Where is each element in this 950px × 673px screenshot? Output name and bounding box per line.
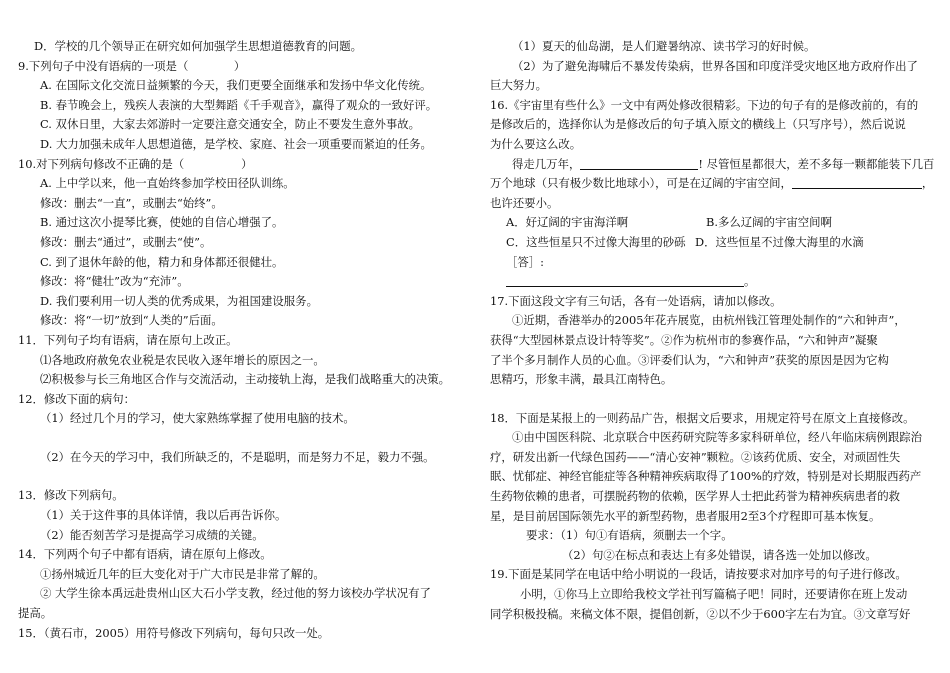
fill-blank-1[interactable] xyxy=(580,156,698,170)
q15-stem: 15．（黄石市，2005）用符号修改下列病句，每句只改一处。 xyxy=(18,625,330,640)
q10-option-c: C. 到了退休年龄的他，精力和身体都还很健壮。 xyxy=(40,254,284,269)
q11-stem: 11．下列句子均有语病，请在原句上改正。 xyxy=(18,332,238,347)
q9-option-b: B. 春节晚会上，残疾人表演的大型舞蹈《千手观音》，赢得了观众的一致好评。 xyxy=(40,97,438,112)
q17-line-2: 获得“大型园林景点设计特等奖”。②作为杭州市的参赛作品，“六和钟声”凝聚 xyxy=(490,332,878,347)
q16-passage-line-2 xyxy=(490,174,934,194)
q12-sentence-2: （2）在今天的学习中，我们所缺乏的，不是聪明，而是努力不足，毅力不强。 xyxy=(40,449,435,464)
q10-option-b-fix: 修改：删去“通过”，或删去“使”。 xyxy=(40,234,212,249)
answer-blank[interactable] xyxy=(506,273,744,287)
q13-sentence-1: （1）关于这件事的具体详情，我以后再告诉你。 xyxy=(40,508,287,523)
q17-line-3: 了半个多月制作人员的心血。③评委们认为，“六和钟声”获奖的原因是因为它构 xyxy=(490,352,889,367)
answer-space xyxy=(490,390,930,409)
q15-sentence-2-continued: 巨大努力。 xyxy=(490,78,547,93)
fill-blank-2[interactable] xyxy=(792,175,922,189)
q16-option-d: D．这些恒星不过像大海里的水滴 xyxy=(695,234,864,249)
q16-options-ab xyxy=(490,213,930,233)
q9-option-a: A. 在国际文化交流日益频繁的今天，我们更要全面继承和发扬中华文化传统。 xyxy=(40,78,432,93)
q10-option-d: D. 我们要利用一切人类的优秀成果，为祖国建设服务。 xyxy=(40,293,318,308)
q14-stem: 14．下列两个句子中都有语病，请在原句上修改。 xyxy=(18,547,272,562)
right-column xyxy=(490,37,935,624)
q10-option-a-fix: 修改：删去“一直”，或删去“始终”。 xyxy=(40,195,223,210)
answer-end-mark: 。 xyxy=(744,274,756,289)
q9-option-d: D. 大力加强未成年人思想道德，是学校、家庭、社会一项重要而紧迫的任务。 xyxy=(40,136,432,151)
q14-sentence-2-continued: 提高。 xyxy=(18,606,53,621)
q12-stem: 12．修改下面的病句： xyxy=(18,391,136,406)
q16-option-c: C．这些恒星只不过像大海里的砂砾 xyxy=(506,234,686,249)
q15-sentence-1: （1）夏天的仙岛湖，是人们避暑纳凉、读书学习的好时候。 xyxy=(512,39,816,53)
q16-passage-line-1 xyxy=(490,155,935,175)
q9-stem: 9.下列句子中没有语病的一项是（ ） xyxy=(18,58,246,73)
q18-line-2: 疗，研发出新一代绿色国药——“清心安神”颗粒。②该药优质、安全，对顽固性失 xyxy=(490,449,901,464)
q9-option-c: C. 双休日里，大家去郊游时一定要注意交通安全，防止不要发生意外事故。 xyxy=(40,117,421,132)
q18-line-4: 生药物依赖的患者，可摆脱药物的依赖，医学界人士把此药誉为精神疾病患者的救 xyxy=(490,489,901,504)
q13-stem: 13．修改下列病句。 xyxy=(18,488,124,503)
q17-stem: 17.下面这段文字有三句话，各有一处语病，请加以修改。 xyxy=(490,293,782,308)
q19-line-2: 同学积极投稿。来稿文体不限，提倡创新，②以不少于600字左右为宜。③文章写好 xyxy=(490,606,911,621)
answer-space xyxy=(18,429,473,448)
q16-stem-line-3: 为什么要这么改。 xyxy=(490,136,582,151)
q12-sentence-1: （1）经过几个月的学习，使大家熟练掌握了使用电脑的技术。 xyxy=(40,411,355,426)
q16-answer-line xyxy=(490,272,930,292)
q16-answer-label: ［答］: xyxy=(506,254,545,269)
q15-sentence-2: （2）为了避免海啸后不暴发传染病，世界各国和印度洋受灾地区地方政府作出了 xyxy=(512,58,918,73)
q18-requirement-1: 要求：（1）句①有语病，须删去一个字。 xyxy=(526,528,733,543)
q18-line-3: 眠、忧郁症、神经官能症等各种精神疾病取得了100%的疗效，特别是对长期服西药产 xyxy=(490,469,922,484)
q10-option-d-fix: 修改：将“一切”放到“人类的”后面。 xyxy=(40,313,223,328)
passage-text: 万个地球（只有极少数比地球小），可是在辽阔的宇宙空间， xyxy=(490,176,792,191)
passage-text: 得走几万年， xyxy=(512,156,581,171)
q16-stem-line-1: 16.《宇宙里有些什么》一文中有两处修改很精彩。下边的句子有的是修改前的，有的 xyxy=(490,97,919,112)
q10-option-a: A. 上中学以来，他一直始终参加学校田径队训练。 xyxy=(40,176,295,191)
q18-stem: 18．下面是某报上的一则药品广告，根据文后要求，用规定符号在原文上直接修改。 xyxy=(490,410,915,425)
q18-requirement-2: （2）句②在标点和表达上有多处错误，请各选一处加以修改。 xyxy=(562,547,877,562)
passage-text: ! 尽管恒星都很大，差不多每一颗都能装下几百 xyxy=(698,156,935,171)
q14-sentence-2: ② 大学生徐本禹远赴贵州山区大石小学支教，经过他的努力该校办学状况有了 xyxy=(40,586,431,601)
q18-line-5: 星，是目前居国际领先水平的新型药物，患者服用2至3个疗程即可基本恢复。 xyxy=(490,508,881,523)
q11-sentence-2: ⑵积极参与长三角地区合作与交流活动，主动接轨上海，是我们战略重大的决策。 xyxy=(40,372,451,387)
q10-stem: 10.对下列病句修改不正确的是（ ） xyxy=(18,156,253,171)
answer-space xyxy=(18,467,473,486)
q19-stem: 19.下面是某同学在电话中给小明说的一段话，请按要求对加序号的句子进行修改。 xyxy=(490,567,907,582)
q16-option-b: B.多么辽阔的宇宙空间啊 xyxy=(706,215,832,230)
q8-option-d: D．学校的几个领导正在研究如何加强学生思想道德教育的问题。 xyxy=(34,39,363,53)
q11-sentence-1: ⑴各地政府赦免农业税是农民收入逐年增长的原因之一。 xyxy=(40,352,325,367)
q16-options-cd xyxy=(490,233,930,253)
q14-sentence-1: ①扬州城近几年的巨大变化对于广大市民是非常了解的。 xyxy=(40,566,325,581)
left-column xyxy=(18,37,473,643)
q10-option-b: B. 通过这次小提琴比赛，使她的自信心增强了。 xyxy=(40,215,284,230)
q17-line-1: ①近期，香港举办的2005年花卉展览，由杭州钱江管理处制作的“六和钟声”， xyxy=(512,313,906,328)
q16-option-a: A．好辽阔的宇宙海洋啊 xyxy=(506,215,629,230)
q10-option-c-fix: 修改：将“健壮”改为“充沛”。 xyxy=(40,274,189,289)
q17-line-4: 思精巧，形象丰满，最具江南特色。 xyxy=(490,372,673,387)
passage-text: ， xyxy=(921,176,934,191)
q13-sentence-2: （2）能否刻苦学习是提高学习成绩的关键。 xyxy=(40,527,264,542)
q18-line-1: ①由中国医科院、北京联合中医药研究院等多家科研单位，经八年临床病例跟踪治 xyxy=(512,430,923,445)
q19-line-1: 小明，①你马上立即给我校文学社刊写篇稿子吧！同时，还要请你在班上发动 xyxy=(520,587,908,602)
q16-stem-line-2: 是修改后的，选择你认为是修改后的句子填入原文的横线上（只写序号），然后说说 xyxy=(490,117,906,132)
q16-passage-line-3: 也许还要小。 xyxy=(490,195,559,210)
